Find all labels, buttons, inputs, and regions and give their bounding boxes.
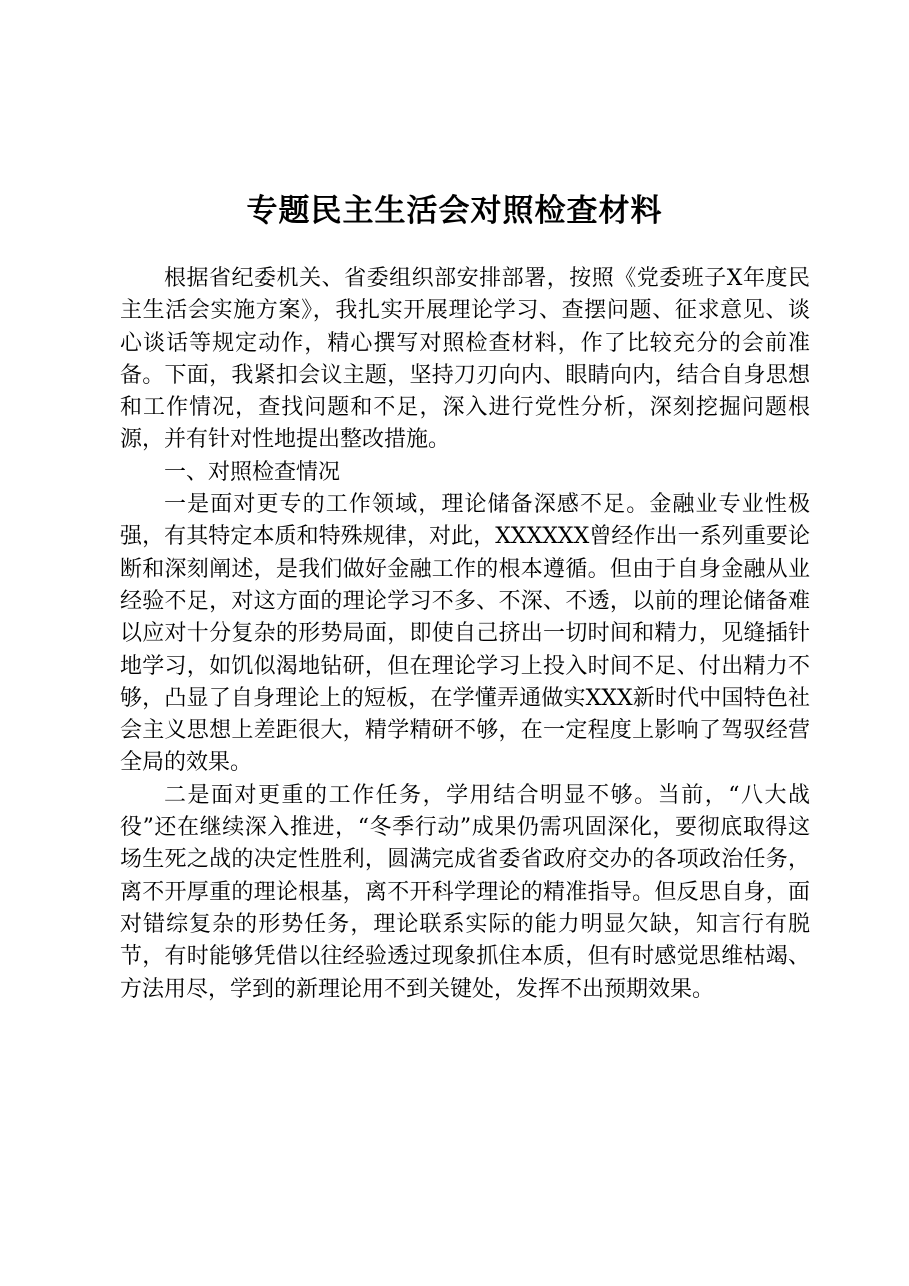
body-paragraph: 一是面对更专的工作领域，理论储备深感不足。金融业专业性极强，有其特定本质和特殊规律，对此，XXXXXX曾经作出一系列重要论断和深刻阐述，是我们做好金融工作的根本遵循。但由于自身金融从业经验不足，对这方面的理论学习不多、不深、不透，以前的理论储备难以应对十分复杂的形势局面，即使自己挤出一切时间和精力，见缝插针地学习，如饥似渴地钻研，但在理论学习上投入时间不足、付出精力不够，凸显了自身理论上的短板，在学懂弄通做实XXX新时代中国特色社会主义思想上差距很大，精学精研不够，在一定程度上影响了驾驭经营全局的效果。 — [120, 492, 810, 776]
body-paragraph: 二是面对更重的工作任务，学用结合明显不够。当前，“八大战役”还在继续深入推进，“冬季行动”成果仍需巩固深化，要彻底取得这场生死之战的决定性胜利，圆满完成省委省政府交办的各项政治任务，离不开厚重的理论根基，离不开科学理论的精准指导。但反思自身，面对错综复杂的形势任务，理论联系实际的能力明显欠缺，知言行有脱节，有时能够凭借以往经验透过现象抓住本质，但有时感觉思维枯竭、方法用尽，学到的新理论用不到关键处，发挥不出预期效果。 — [120, 782, 810, 1002]
document-body — [120, 263, 810, 1006]
document-title: 专题民主生活会对照检查材料 — [246, 193, 663, 229]
section-heading: 一、对照检查情况 — [164, 459, 341, 485]
intro-paragraph: 根据省纪委机关、省委组织部安排部署，按照《党委班子X年度民主生活会实施方案》，我扎实开展理论学习、查摆问题、征求意见、谈心谈话等规定动作，精心撰写对照检查材料，作了比较充分的会前准备。下面，我紧扣会议主题，坚持刀刃向内、眼睛向内，结合自身思想和工作情况，查找问题和不足，深入进行党性分析，深刻挖掘问题根源，并有针对性地提出整改措施。 — [120, 266, 810, 453]
